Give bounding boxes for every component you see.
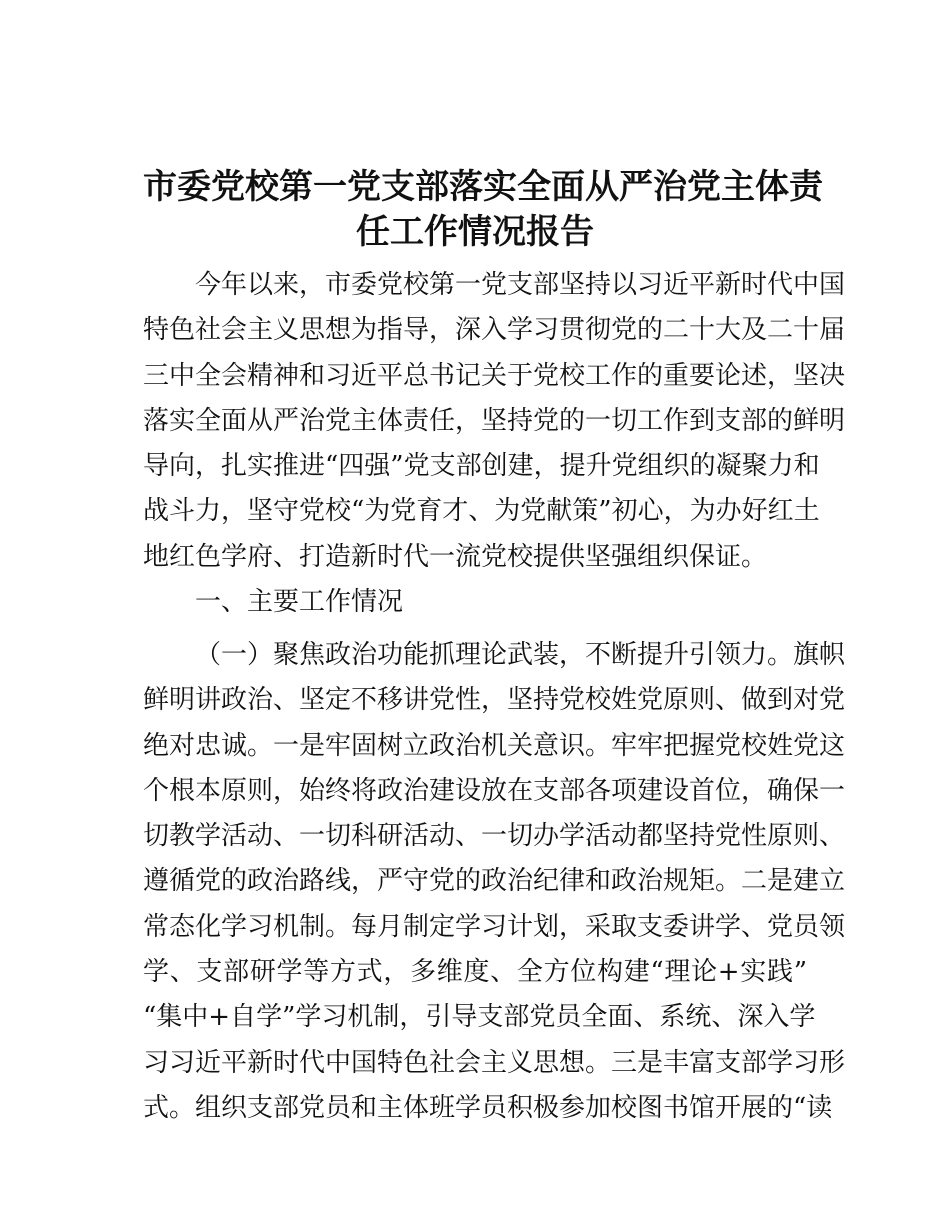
- text-line: 常态化学习机制。每月制定学习计划，采取支委讲学、党员领: [143, 911, 846, 942]
- text-line: 导向，扎实推进“四强”党支部创建，提升党组织的凝聚力和: [143, 451, 820, 482]
- text-line: 学、支部研学等方式，多维度、全方位构建“理论+实践”: [143, 957, 807, 988]
- text-line: （一）聚焦政治功能抓理论武装，不断提升引领力。旗帜: [195, 640, 846, 670]
- text-line: 切教学活动、一切科研活动、一切办学活动都坚持党性原则、: [143, 821, 846, 852]
- title-line: 市委党校第一党支部落实全面从严治党主体责: [143, 167, 823, 207]
- text-line: 遵循党的政治路线，严守党的政治纪律和政治规矩。二是建立: [143, 866, 846, 897]
- title-line: 任工作情况报告: [356, 212, 594, 252]
- text-line: 地红色学府、打造新时代一流党校提供坚强组织保证。: [143, 541, 768, 572]
- section-heading: 一、主要工作情况: [195, 587, 404, 617]
- text-line: “集中+自学”学习机制，引导支部党员全面、系统、深入学: [143, 1002, 816, 1033]
- text-line: 鲜明讲政治、坚定不移讲党性，坚持党校姓党原则、做到对党: [143, 685, 846, 716]
- document-title: [143, 165, 823, 255]
- text-line: 三中全会精神和习近平总书记关于党校工作的重要论述，坚决: [143, 360, 846, 391]
- text-line: 个根本原则，始终将政治建设放在支部各项建设首位，确保一: [143, 775, 846, 806]
- text-line: 绝对忠诚。一是牢固树立政治机关意识。牢牢把握党校姓党这: [143, 730, 846, 761]
- text-line: 落实全面从严治党主体责任，坚持党的一切工作到支部的鲜明: [143, 405, 846, 436]
- text-line: 战斗力，坚守党校“为党育才、为党献策”初心，为办好红土: [143, 496, 820, 527]
- text-line: 习习近平新时代中国特色社会主义思想。三是丰富支部学习形: [143, 1047, 846, 1078]
- text-line: 特色社会主义思想为指导，深入学习贯彻党的二十大及二十届: [143, 315, 846, 346]
- text-line: 今年以来，市委党校第一党支部坚持以习近平新时代中国: [195, 270, 846, 300]
- text-line: 式。组织支部党员和主体班学员积极参加校图书馆开展的“读: [143, 1092, 833, 1123]
- paragraph-intro: [143, 263, 846, 580]
- paragraph-section-1: [143, 633, 846, 1131]
